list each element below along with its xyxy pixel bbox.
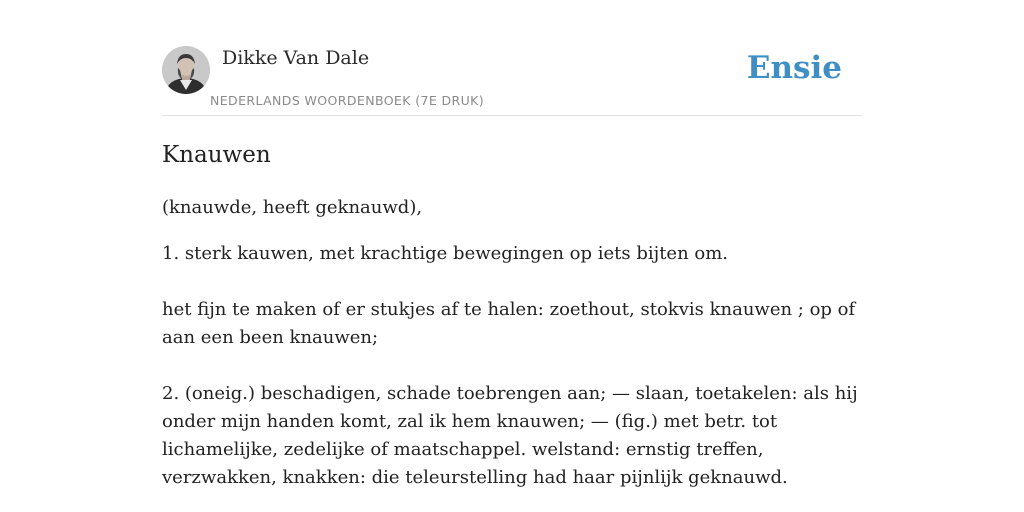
entry-sense: het fijn te maken of er stukjes af te halen: zoethout, stokvis knauwen ; op of aan een been knauwen; bbox=[162, 299, 856, 348]
header bbox=[162, 46, 862, 116]
portrait-image bbox=[162, 46, 210, 94]
entry-sense: 1. sterk kauwen, met krachtige bewegingen op iets bijten om. bbox=[162, 243, 729, 264]
author-name[interactable]: Dikke Van Dale bbox=[222, 47, 370, 69]
entry-term: Knauwen bbox=[162, 142, 271, 168]
entry-sense: 2. (oneig.) beschadigen, schade toebrengen aan; — slaan, toetakelen: als hij onder mijn handen komt, zal ik hem knauwen; — (fig.) met betr. tot lichamelijke, zedelijke of maatschappel. welstand: ernstig treffen, verzwakken, knakken: die teleurstelling had haar pijnlijk geknauwd. bbox=[162, 383, 858, 488]
entry-content bbox=[162, 140, 862, 492]
divider bbox=[162, 115, 862, 116]
source-label[interactable]: NEDERLANDS WOORDENBOEK (7E DRUK) bbox=[210, 93, 485, 108]
entry-forms: (knauwde, heeft geknauwd), bbox=[162, 197, 423, 218]
brand-logo[interactable]: Ensie bbox=[746, 50, 842, 86]
author-avatar[interactable] bbox=[162, 46, 210, 94]
